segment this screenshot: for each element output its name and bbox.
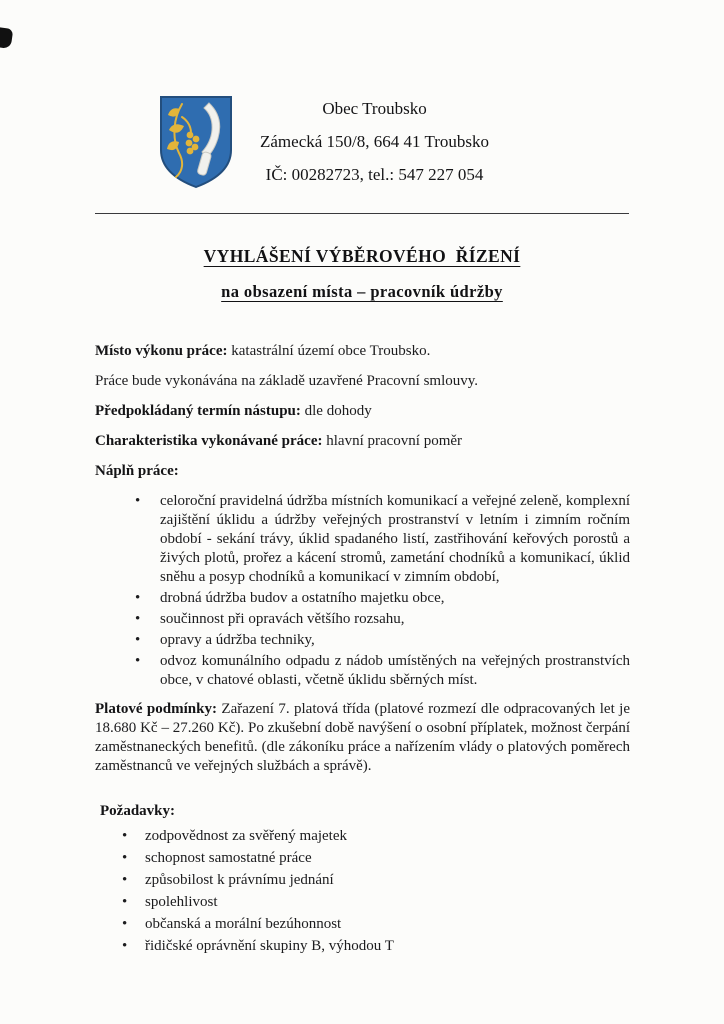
requirements-heading: Požadavky: <box>100 803 175 819</box>
requirement-list-item <box>95 893 630 912</box>
paragraph-text: Práce bude vykonávána na základě uzavřené Pracovní smlouvy. <box>95 373 479 389</box>
bullet-glyph: • <box>122 872 128 888</box>
duty-item-text: opravy a údržba techniky, <box>160 632 315 648</box>
coat-of-arms <box>158 95 234 189</box>
duty-list-item <box>95 589 630 608</box>
salary-label: Platové podmínky: <box>95 701 217 717</box>
duty-item-text: drobná údržba budov a ostatního majetku obce, <box>160 590 445 606</box>
org-address: Zámecká 150/8, 664 41 Troubsko <box>260 132 490 151</box>
intro-paragraph <box>95 342 630 361</box>
requirement-item-text: občanská a morální bezúhonnost <box>145 916 342 932</box>
duty-item-text: součinnost při opravách většího rozsahu, <box>160 611 405 627</box>
requirement-list-item <box>95 871 630 890</box>
intro-paragraph <box>95 372 630 391</box>
bullet-glyph: • <box>135 590 141 606</box>
org-block <box>260 92 489 191</box>
duties-list <box>95 492 630 690</box>
duty-list-item <box>95 610 630 629</box>
requirements-list <box>95 827 630 956</box>
coat-of-arms-graphic <box>158 95 234 189</box>
requirement-list-item <box>95 937 630 956</box>
duty-list-item <box>95 652 630 690</box>
document-title-line1: VYHLÁŠENÍ VÝBĚROVÉHO ŘÍZENÍ <box>203 246 521 266</box>
letterhead <box>158 92 724 191</box>
document-title-line2: na obsazení místa – pracovník údržby <box>221 282 503 301</box>
document-body <box>95 342 630 956</box>
salary-text: Zařazení 7. platová třída (platové rozmezí dle odpracovaných let je 18.680 Kč – 27.260 Kč). Po zkušební době navýšení o osobní příplatek, možnost čerpání zaměstnaneckých benefitů. (dle zákoníku práce a nařízením vlády o platových poměrech zaměstnanců ve veřejných službách a správě). <box>95 701 631 774</box>
bullet-glyph: • <box>135 611 141 627</box>
org-name: Obec Troubsko <box>322 99 427 118</box>
bullet-glyph: • <box>122 938 128 954</box>
org-contact: IČ: 00282723, tel.: 547 227 054 <box>265 165 484 184</box>
requirement-list-item <box>95 915 630 934</box>
intro-paragraphs <box>95 342 630 481</box>
intro-paragraph <box>95 462 630 481</box>
bullet-glyph: • <box>122 828 128 844</box>
title-block <box>0 246 724 302</box>
bullet-glyph: • <box>122 916 128 932</box>
bullet-glyph: • <box>122 850 128 866</box>
paragraph-text: dle dohody <box>300 403 372 419</box>
salary-paragraph <box>95 700 630 776</box>
duty-item-text: odvoz komunálního odpadu z nádob umístěných na veřejných prostranstvích obce, v chatové oblasti, včetně úklidu sběrných míst. <box>160 653 630 688</box>
intro-paragraph <box>95 402 630 421</box>
bullet-glyph: • <box>122 894 128 910</box>
paragraph-text: katastrální území obce Troubsko. <box>227 343 431 359</box>
paragraph-label: Charakteristika vykonávané práce: <box>95 433 323 449</box>
requirement-item-text: spolehlivost <box>145 894 218 910</box>
header-divider <box>95 213 629 214</box>
paragraph-label: Místo výkonu práce: <box>95 343 228 359</box>
requirement-item-text: řidičské oprávnění skupiny B, výhodou T <box>145 938 394 954</box>
duty-list-item <box>95 492 630 587</box>
requirement-list-item <box>95 827 630 846</box>
bullet-glyph: • <box>135 632 141 648</box>
duty-item-text: celoroční pravidelná údržba místních komunikací a veřejné zeleně, komplexní zajištění úklidu a údržby veřejných prostranství v letním i zimním ročním období - sekání trávy, úklid spadaného listí, zastřihování keřových porostů a živých plotů, prořez a kácení stromů, zametání chodníků a komunikací, úklid sněhu a posyp chodníků a komunikací v zimním období, <box>160 493 630 585</box>
bullet-glyph: • <box>135 493 141 509</box>
requirement-item-text: zodpovědnost za svěřený majetek <box>145 828 348 844</box>
requirement-list-item <box>95 849 630 868</box>
paragraph-label: Náplň práce: <box>95 463 179 479</box>
requirement-item-text: způsobilost k právnímu jednání <box>145 872 334 888</box>
intro-paragraph <box>95 432 630 451</box>
paragraph-text: hlavní pracovní poměr <box>322 433 463 449</box>
duty-list-item <box>95 631 630 650</box>
scan-artifact <box>0 27 13 49</box>
paragraph-label: Předpokládaný termín nástupu: <box>95 403 301 419</box>
requirement-item-text: schopnost samostatné práce <box>145 850 312 866</box>
bullet-glyph: • <box>135 653 141 669</box>
